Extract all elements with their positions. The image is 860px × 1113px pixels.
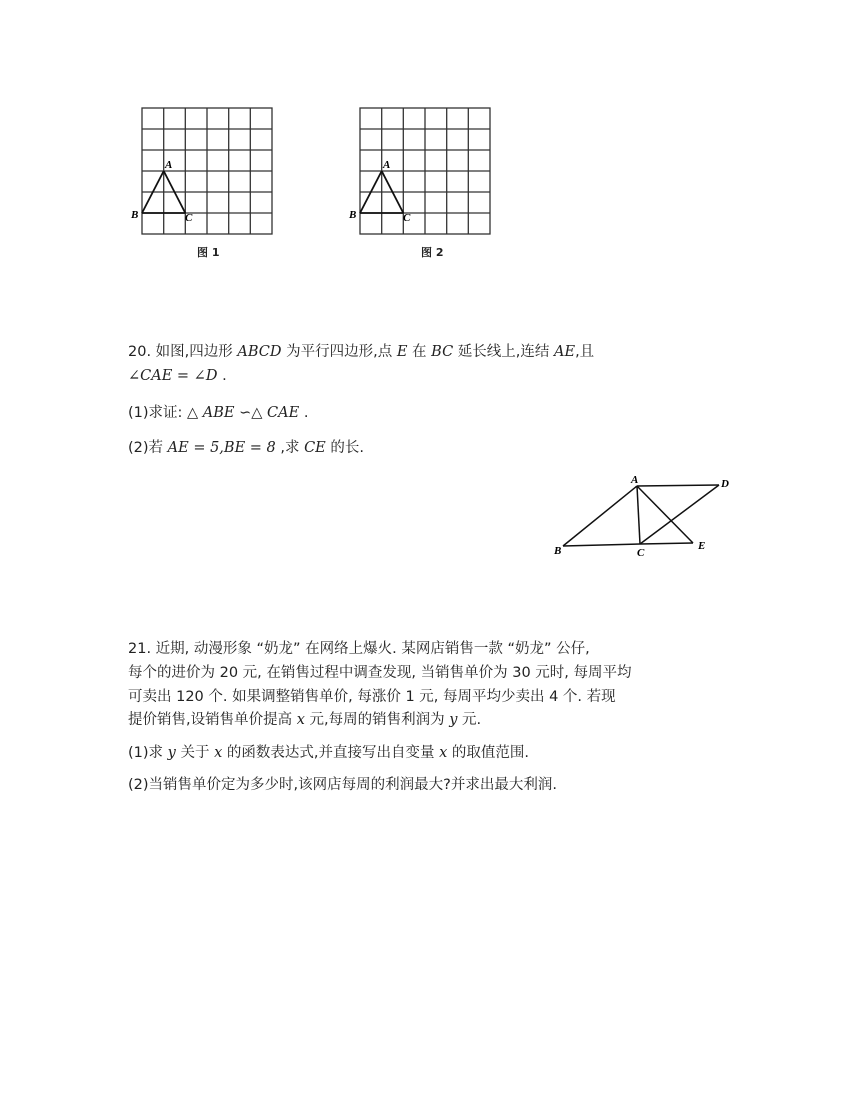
q20-part-2-var: CE [304,440,326,456]
q21-number: 21. [128,641,152,657]
q20-part-1 [128,403,308,423]
fig1-label-a: A [165,159,173,171]
q20-part-1-prefix: (1)求证: [128,405,183,421]
q20-line-2-suffix: . [222,368,227,384]
figure-2-caption: 图 2 [421,246,444,259]
figure-2-grid [346,100,506,240]
q20-part-1-suffix: . [303,405,309,421]
q20-text-suffix: ,且 [575,344,595,360]
fig1-label-c: C [185,212,193,224]
figure-1-caption: 图 1 [197,246,220,259]
q21-line-4-b: 元,每周的销售利润为 [309,712,445,728]
q20-line-2 [128,366,227,386]
q21-var-x: x [296,712,305,728]
q21-part-1 [128,743,529,763]
figure-1-grid [128,100,288,240]
q20-ae: AE [554,344,576,360]
q20-part-2-suffix: 的长. [330,440,364,456]
q20-parallelogram-figure [548,470,748,565]
q21-line-4 [128,710,481,730]
q21-line-1 [128,639,590,659]
q21-part-2: (2)当销售单价定为多少时,该网店每周的利润最大?并求出最大利润. [128,777,557,793]
q20-fig-label-e: E [698,540,706,552]
q20-text-mid1: 为平行四边形,点 [286,344,393,360]
q20-text-prefix: 如图,四边形 [155,344,233,360]
fig2-label-a: A [383,159,391,171]
q20-bc: BC [431,344,454,360]
q21-part-1-y: y [167,745,176,761]
fig2-label-c: C [403,212,411,224]
q20-angle-condition: ∠CAE = ∠D [128,368,218,384]
q20-fig-label-a: A [631,474,639,486]
q21-part-1-a: (1)求 [128,745,164,761]
q21-part-1-x: x [214,745,223,761]
q21-line-1-text: 近期, 动漫形象 “奶龙” 在网络上爆火. 某网店销售一款 “奶龙” 公仔, [155,641,590,657]
q20-fig-label-c: C [637,547,645,559]
q21-part-1-b: 关于 [180,745,210,761]
q21-line-2: 每个的进价为 20 元, 在销售过程中调查发现, 当销售单价为 30 元时, 每周平均 [128,665,632,681]
q20-part-2 [128,438,364,458]
q20-number: 20. [128,344,152,360]
q20-e: E [396,344,408,360]
q20-text-mid3: 延长线上,连结 [457,344,550,360]
q21-line-3: 可卖出 120 个. 如果调整销售单价, 每涨价 1 元, 每周平均少卖出 4 个. 若现 [128,689,616,705]
q20-abcd: ABCD [237,344,282,360]
q20-part-1-math: △ ABE ∽△ CAE [187,405,300,421]
q20-fig-label-b: B [554,545,562,557]
q20-part-2-prefix: (2)若 [128,440,164,456]
q21-line-4-a: 提价销售,设销售单价提高 [128,712,293,728]
q21-line-4-c: 元. [462,712,482,728]
q21-part-1-c: 的函数表达式,并直接写出自变量 [226,745,435,761]
q20-text-mid2: 在 [412,344,427,360]
q20-line-1 [128,342,594,362]
q21-part-1-d: 的取值范围. [451,745,529,761]
q21-var-y: y [449,712,458,728]
q20-part-2-math: AE = 5,BE = 8 [167,440,276,456]
q20-fig-label-d: D [721,478,729,490]
q21-part-1-x2: x [439,745,448,761]
fig1-label-b: B [131,209,139,221]
fig2-label-b: B [349,209,357,221]
q20-part-2-mid: ,求 [280,440,300,456]
